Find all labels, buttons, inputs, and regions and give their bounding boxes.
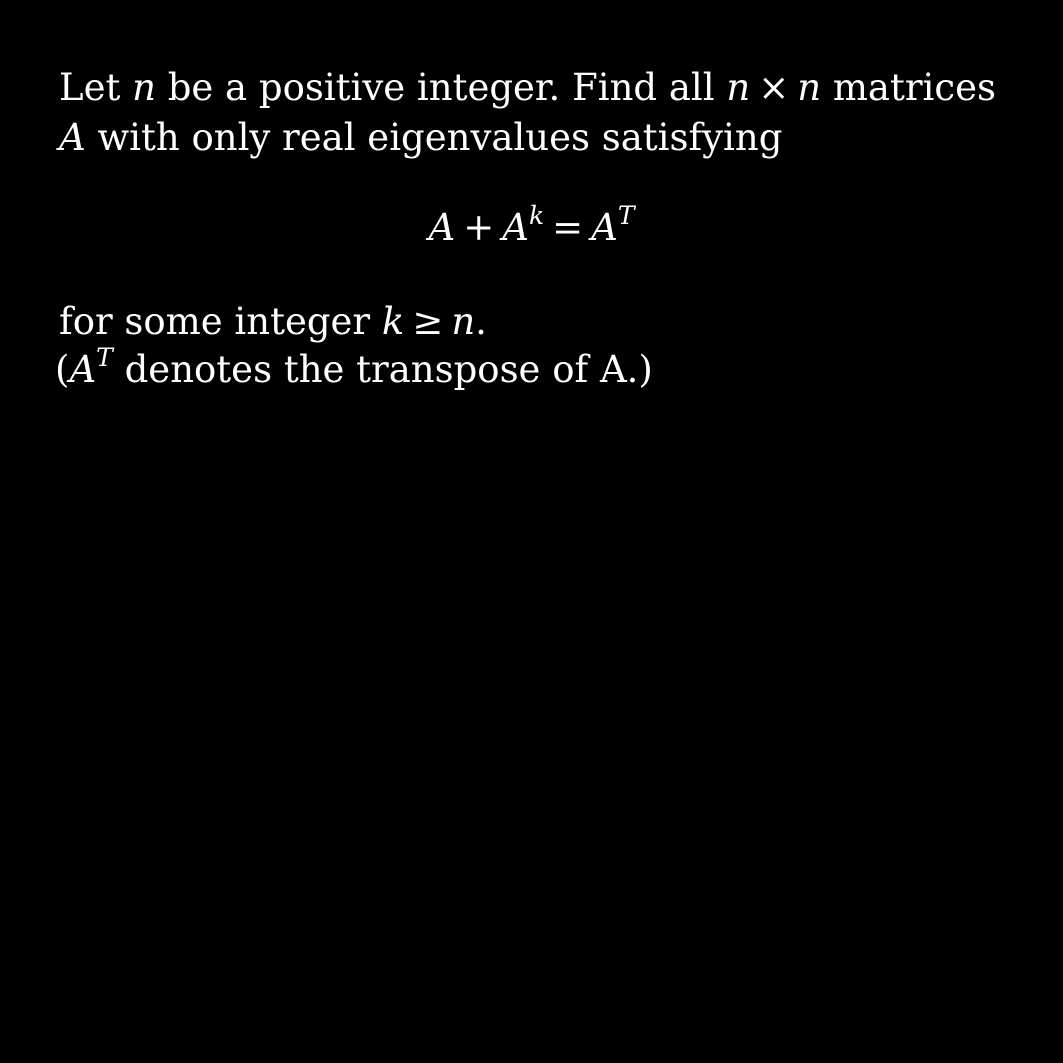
variable-a: A [428,206,456,249]
variable-a: A [591,206,618,249]
equals-symbol: = [552,206,584,249]
display-equation [0,200,1063,250]
problem-line-2 [59,116,782,160]
problem-line-1 [59,66,996,110]
variable-a: A [59,116,86,159]
period: . [475,300,487,343]
variable-n: n [726,66,751,109]
exponent-k: k [528,200,545,230]
variable-a: A [502,206,529,249]
variable-n: n [132,66,156,109]
text: matrices [821,66,996,109]
plus-symbol: + [463,206,495,249]
problem-line-4 [55,342,653,392]
times-symbol: × [758,66,790,109]
variable-k: k [381,300,405,343]
geq-symbol: ≥ [412,300,444,343]
exponent-t: T [96,342,113,372]
text: Let [59,66,133,109]
text: be a positive integer. Find all [155,66,727,109]
open-paren: ( [55,348,70,391]
text: for some integer [59,300,382,343]
variable-a: A [69,348,97,391]
text: with only real eigenvalues satisfying [85,116,783,159]
variable-n: n [451,300,476,343]
exponent-t: T [617,200,635,230]
variable-n: n [797,66,822,109]
problem-line-3 [59,300,487,344]
text: denotes the transpose of A.) [112,348,653,391]
